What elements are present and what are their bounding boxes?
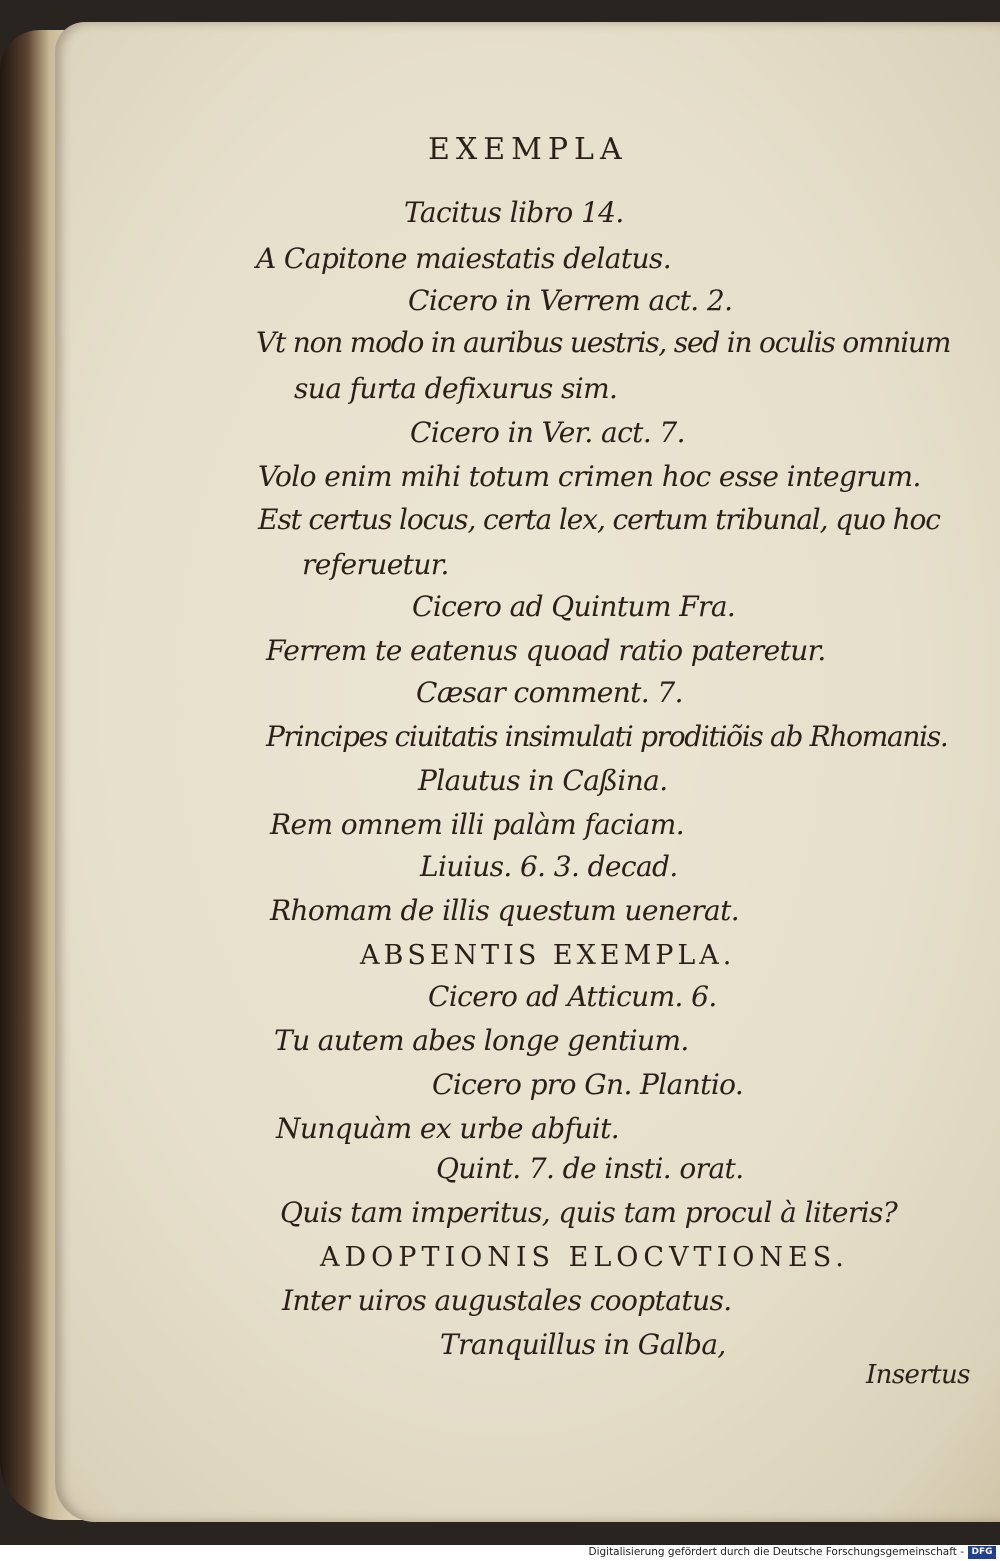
text-line: Volo enim mihi totum crimen hoc esse integrum. — [258, 460, 921, 493]
dfg-logo: DFG — [968, 1546, 996, 1559]
text-line: Ferrem te eatenus quoad ratio pateretur. — [266, 634, 826, 667]
text-line: Vt non modo in auribus uestris, sed in oculis omnium — [256, 326, 951, 359]
text-line: Rhomam de illis questum uenerat. — [270, 894, 740, 927]
text-line: A Capitone maiestatis delatus. — [256, 242, 671, 275]
footer-credit: Digitalisierung gefördert durch die Deutsche Forschungsgemeinschaft - — [588, 1546, 964, 1558]
show-through — [700, 90, 1000, 1440]
source-line: Cicero ad Quintum Fra. — [412, 590, 736, 623]
text-line: Principes ciuitatis insimulati proditiõis ab Rhomanis. — [266, 720, 948, 753]
text-line: Quis tam imperitus, quis tam procul à literis? — [280, 1196, 898, 1229]
text-line: Nunquàm ex urbe abfuit. — [276, 1112, 620, 1145]
source-line: Plautus in Caßina. — [418, 764, 668, 797]
source-line: Liuius. 6. 3. decad. — [420, 850, 678, 883]
source-line: Cicero in Ver. act. 7. — [410, 416, 685, 449]
source-line: Cæsar comment. 7. — [416, 676, 683, 709]
source-line: Cicero pro Gn. Plantio. — [432, 1068, 744, 1101]
text-line: Inter uiros augustales cooptatus. — [282, 1284, 732, 1317]
footer-bar — [0, 1545, 1000, 1561]
text-line: sua furta defixurus sim. — [294, 372, 618, 405]
running-head: EXEMPLA — [428, 132, 628, 167]
text-line: Rem omnem illi palàm faciam. — [270, 808, 685, 841]
source-line: Tranquillus in Galba, — [440, 1328, 726, 1361]
text-line: Est certus locus, certa lex, certum tribunal, quo hoc — [258, 503, 940, 536]
source-line: Tacitus libro 14. — [404, 196, 624, 229]
text-line: Tu autem abes longe gentium. — [274, 1024, 689, 1057]
section-heading: ABSENTIS EXEMPLA. — [360, 940, 736, 971]
section-heading: ADOPTIONIS ELOCVTIONES. — [320, 1242, 849, 1273]
source-line: Quint. 7. de insti. orat. — [436, 1152, 744, 1185]
source-line: Cicero ad Atticum. 6. — [428, 980, 717, 1013]
catchword: Insertus — [866, 1360, 970, 1390]
text-line: referuetur. — [302, 548, 449, 581]
source-line: Cicero in Verrem act. 2. — [408, 284, 733, 317]
